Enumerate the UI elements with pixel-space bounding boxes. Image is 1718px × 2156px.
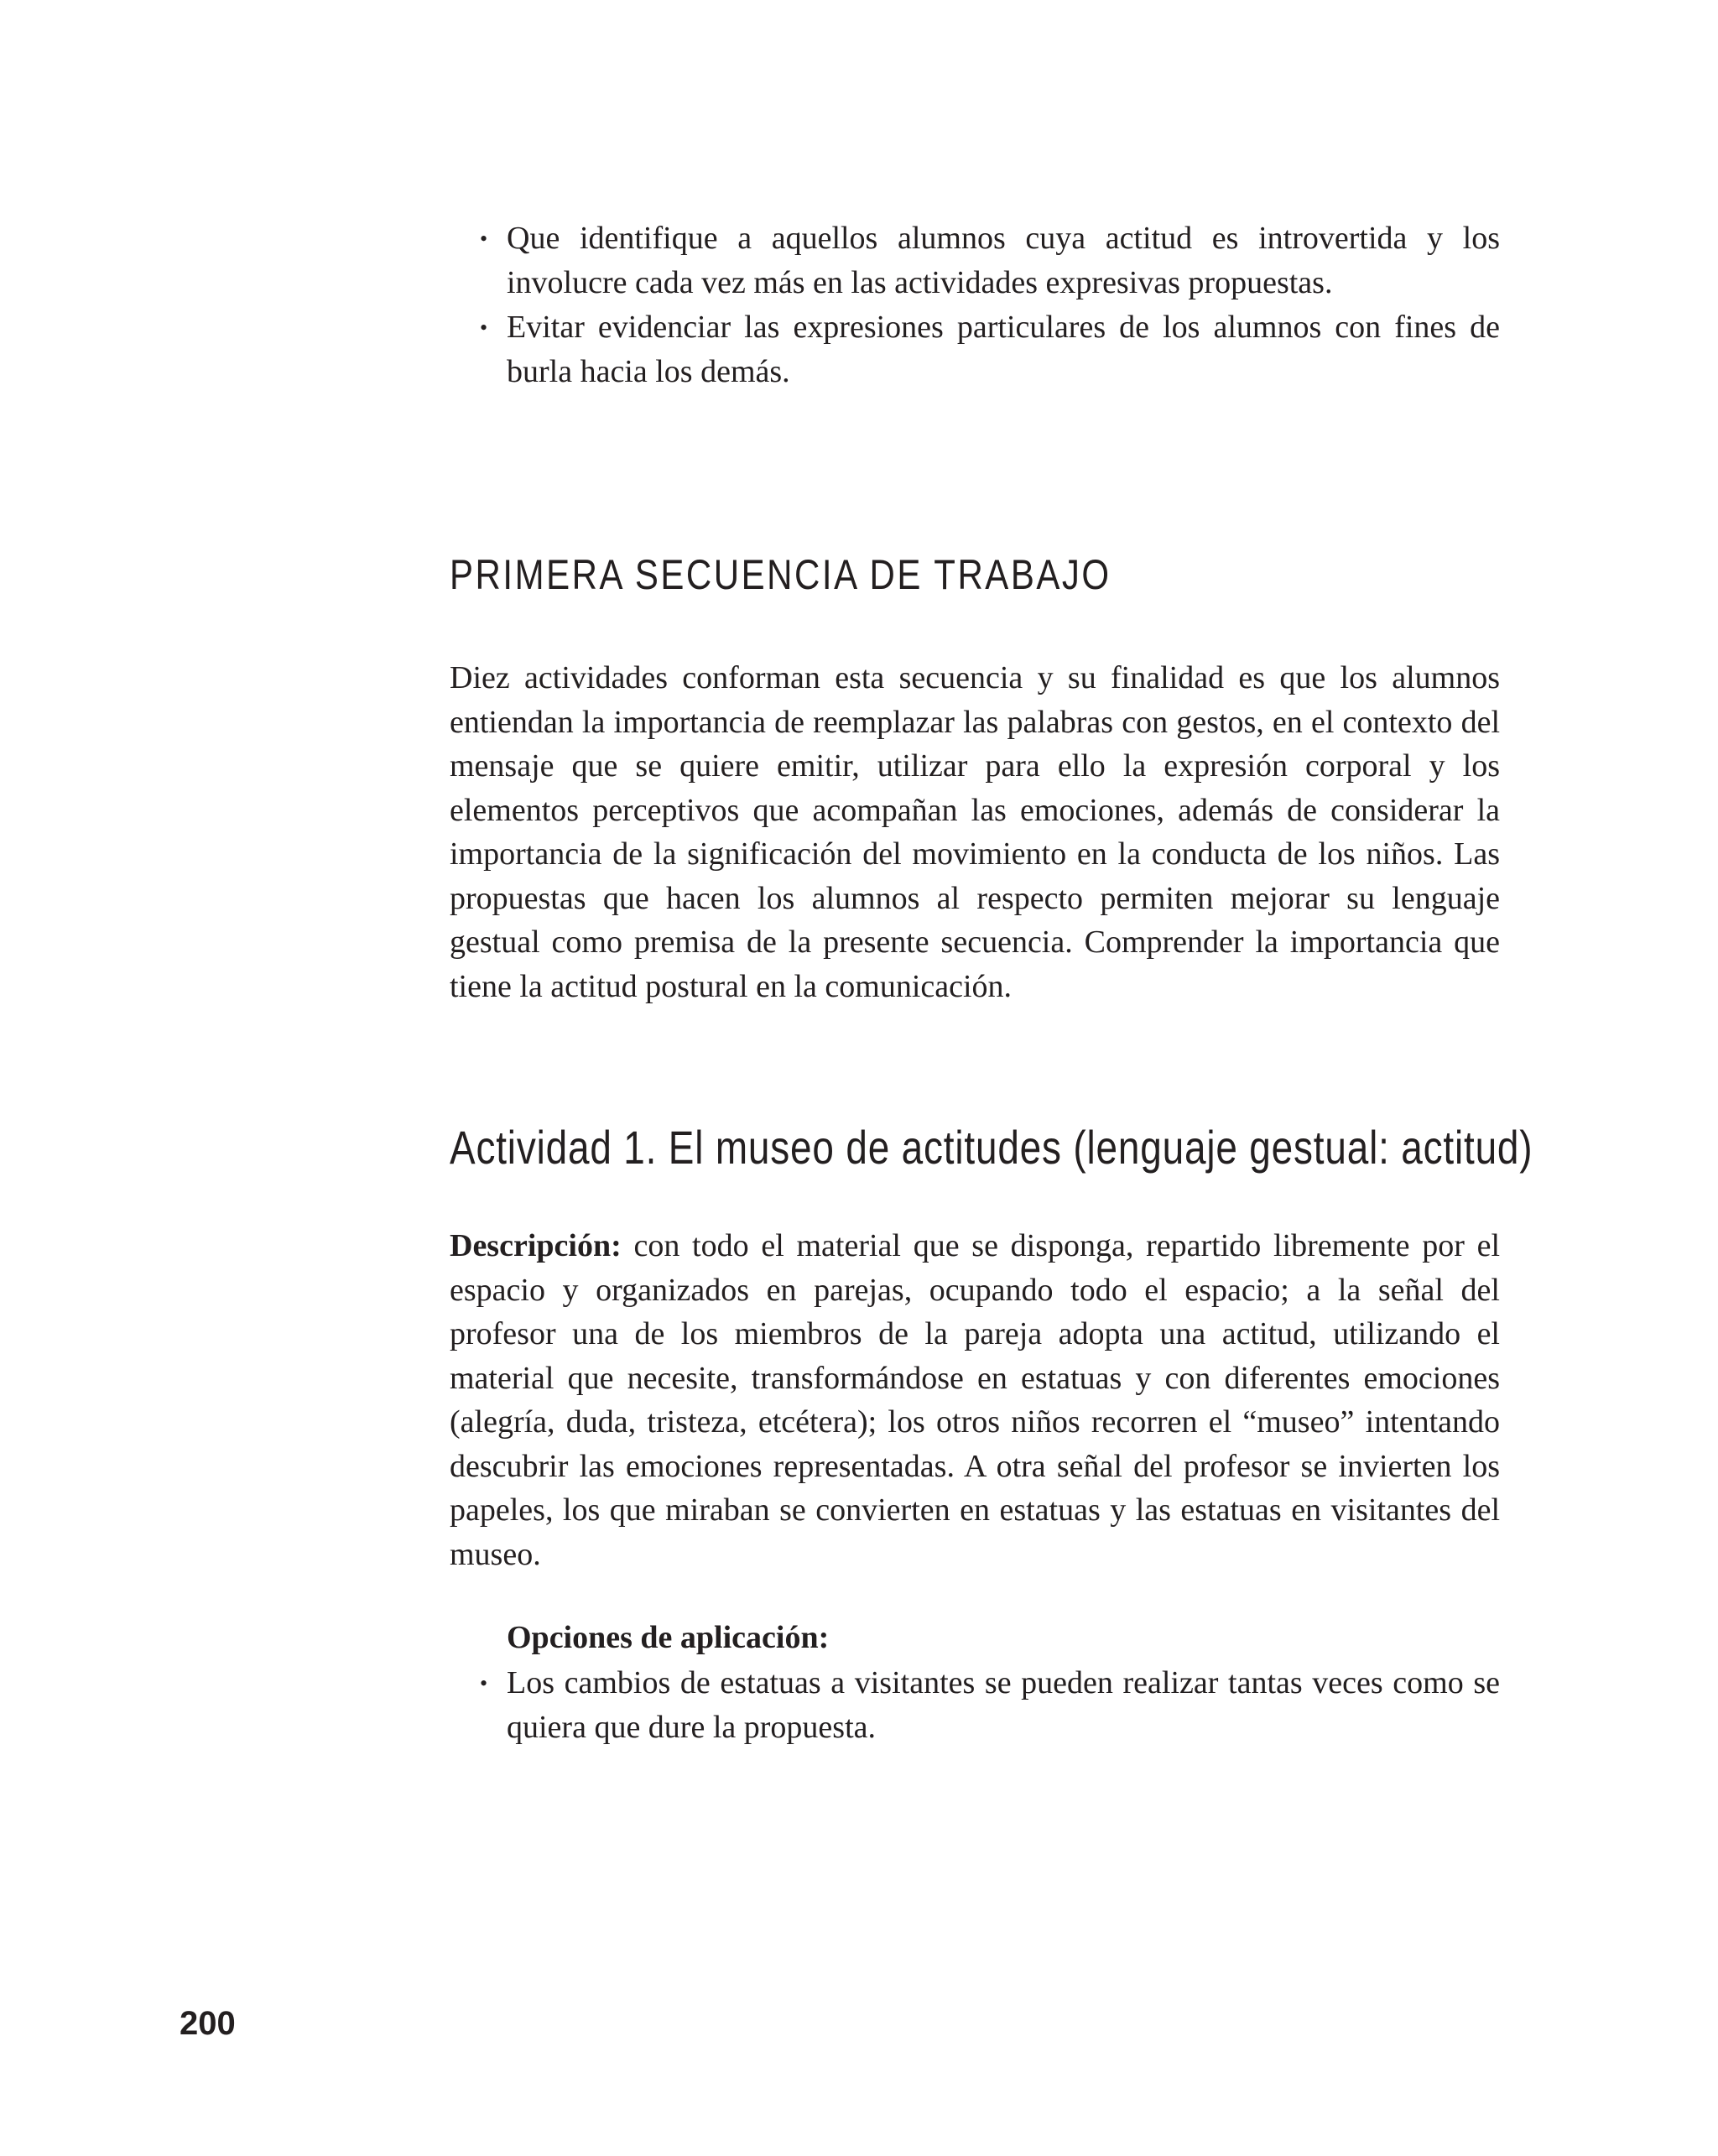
activity-heading: Actividad 1. El museo de actitudes (lenguaje gestual: actitud) bbox=[450, 1121, 1533, 1174]
bullet-item: • Los cambios de estatuas a visitantes se pueden realizar tantas veces como se quiera que dure la propuesta. bbox=[480, 1661, 1500, 1750]
section-heading: PRIMERA SECUENCIA DE TRABAJO bbox=[450, 551, 1111, 598]
section-intro-paragraph: Diez actividades conforman esta secuencia y su finalidad es que los alumnos entiendan la importancia de reemplazar las palabras con gestos, en el contexto del mensaje que se quiere emitir, utilizar para ello la expresión corporal y los elementos perceptivos que acompañan las emociones, además de considerar la importancia de la significación del movimiento en la conducta de los niños. Las propuestas que hacen los alumnos al respecto permiten mejorar su lenguaje gestual como premisa de la presente secuencia. Comprender la importancia que tiene la actitud postural en la comunicación. bbox=[450, 660, 1500, 1004]
description-text: con todo el material que se disponga, repartido libremente por el espacio y organizados en parejas, ocupando todo el espacio; a la señal del profesor una de los miembros de la pareja adopta una actitud, utilizando el material que necesite, transformándose en estatuas y con diferentes emociones (alegría, duda, tristeza, etcétera); los otros niños recorren el “museo” intentando descubrir las emociones representadas. A otra señal del profesor se invierten los papeles, los que miraban se convierten en estatuas y las estatuas en visitantes del museo. bbox=[450, 1228, 1500, 1572]
description-label: Descripción: bbox=[450, 1228, 622, 1263]
activity-description bbox=[450, 1224, 1500, 1576]
options-label: Opciones de aplicación: bbox=[507, 1620, 830, 1655]
bullet-item: • Evitar evidenciar las expresiones particulares de los alumnos con fines de burla hacia los demás. bbox=[480, 305, 1500, 394]
bullet-item: • Que identifique a aquellos alumnos cuya actitud es introvertida y los involucre cada vez más en las actividades expresivas propuestas. bbox=[480, 216, 1500, 305]
options-bullet-list bbox=[480, 1661, 1500, 1750]
page-number: 200 bbox=[180, 2005, 236, 2042]
intro-bullet-list bbox=[480, 216, 1500, 394]
